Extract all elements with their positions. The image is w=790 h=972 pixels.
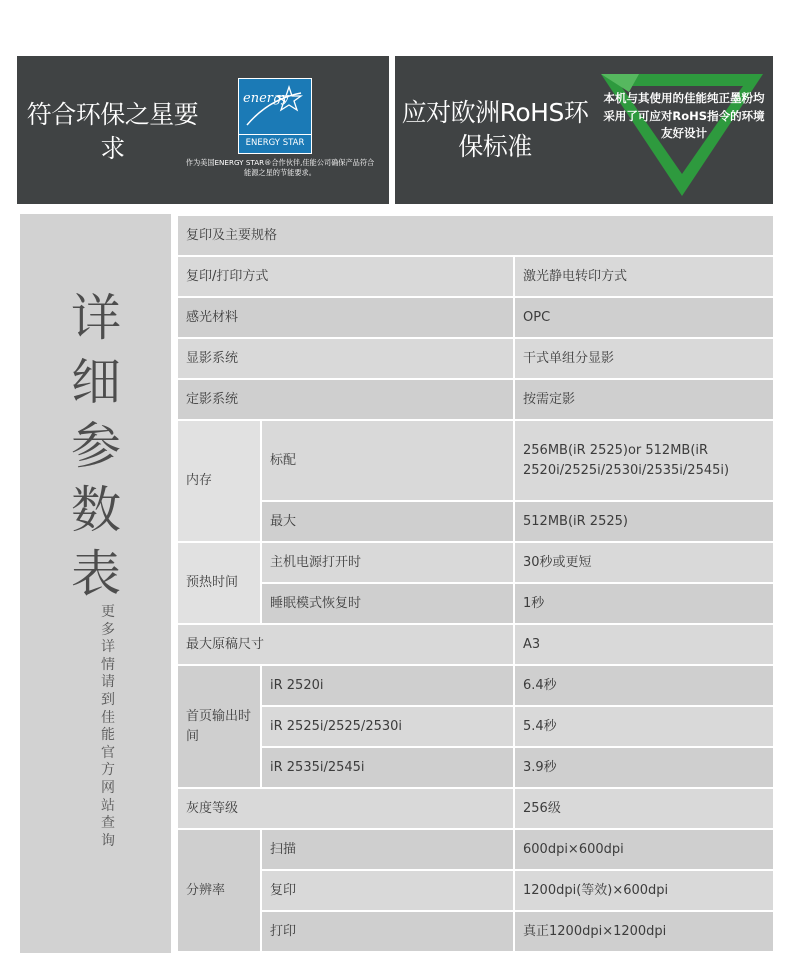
table-row [177,788,774,829]
group-label: 预热时间 [177,542,261,624]
row-value: 3.9秒 [514,747,774,788]
energy-star-note: 作为美国ENERGY STAR®合作伙伴,佳能公司确保产品符合能源之星的节能要求。 [185,158,375,177]
row-label: 复印 [261,870,514,911]
table-row [177,379,774,420]
row-value: 1秒 [514,583,774,624]
row-label: 最大原稿尺寸 [177,624,514,665]
table-row [177,624,774,665]
row-label: iR 2535i/2545i [261,747,514,788]
row-value: 6.4秒 [514,665,774,706]
row-label: 扫描 [261,829,514,870]
sidebar-panel [20,214,171,953]
table-row [177,747,774,788]
sidebar-note: 更多详情 请到佳能官方网站查询 [101,604,115,849]
group-label: 首页输出时间 [177,665,261,788]
sidebar-title: 详细参数表 [71,289,121,603]
row-value: 600dpi×600dpi [514,829,774,870]
row-value: 5.4秒 [514,706,774,747]
row-label: 打印 [261,911,514,952]
row-label: 复印/打印方式 [177,256,514,297]
table-row [177,911,774,952]
table-row [177,420,774,501]
table-row [177,829,774,870]
star-icon [239,79,311,135]
row-value: 激光静电转印方式 [514,256,774,297]
rohs-banner [395,56,773,204]
group-label: 内存 [177,420,261,542]
row-label: iR 2520i [261,665,514,706]
row-value: A3 [514,624,774,665]
energy-star-script: energy [243,91,289,106]
table-row [177,870,774,911]
row-label: 睡眠模式恢复时 [261,583,514,624]
table-row [177,501,774,542]
row-label: 最大 [261,501,514,542]
table-row [177,542,774,583]
row-label: iR 2525i/2525/2530i [261,706,514,747]
rohs-badge-text: 本机与其使用的佳能纯正墨粉均采用了可应对RoHS指令的环境友好设计 [603,91,765,140]
table-row [177,338,774,379]
row-value: 256级 [514,788,774,829]
table-row [177,665,774,706]
row-value: 干式单组分显影 [514,338,774,379]
table-row [177,297,774,338]
energy-star-banner [17,56,389,204]
row-label: 灰度等级 [177,788,514,829]
table-row [177,215,774,256]
row-value: 512MB(iR 2525) [514,501,774,542]
energy-star-logo [238,78,312,154]
table-row [177,583,774,624]
spec-table [176,214,775,953]
table-header: 复印及主要规格 [177,215,774,256]
row-label: 标配 [261,420,514,501]
row-value: 30秒或更短 [514,542,774,583]
row-value: OPC [514,297,774,338]
row-label: 显影系统 [177,338,514,379]
table-row [177,706,774,747]
rohs-title: 应对欧洲RoHS环保标准 [401,98,589,161]
row-value: 按需定影 [514,379,774,420]
row-value: 256MB(iR 2525)or 512MB(iR 2520i/2525i/2530i/2535i/2545i) [514,420,774,501]
row-label: 感光材料 [177,297,514,338]
energy-star-title: 符合环保之星要求 [26,100,199,163]
row-label: 主机电源打开时 [261,542,514,583]
row-value: 1200dpi(等效)×600dpi [514,870,774,911]
row-value: 真正1200dpi×1200dpi [514,911,774,952]
table-row [177,256,774,297]
row-label: 定影系统 [177,379,514,420]
energy-star-label: ENERGY STAR [239,134,311,153]
group-label: 分辨率 [177,829,261,952]
